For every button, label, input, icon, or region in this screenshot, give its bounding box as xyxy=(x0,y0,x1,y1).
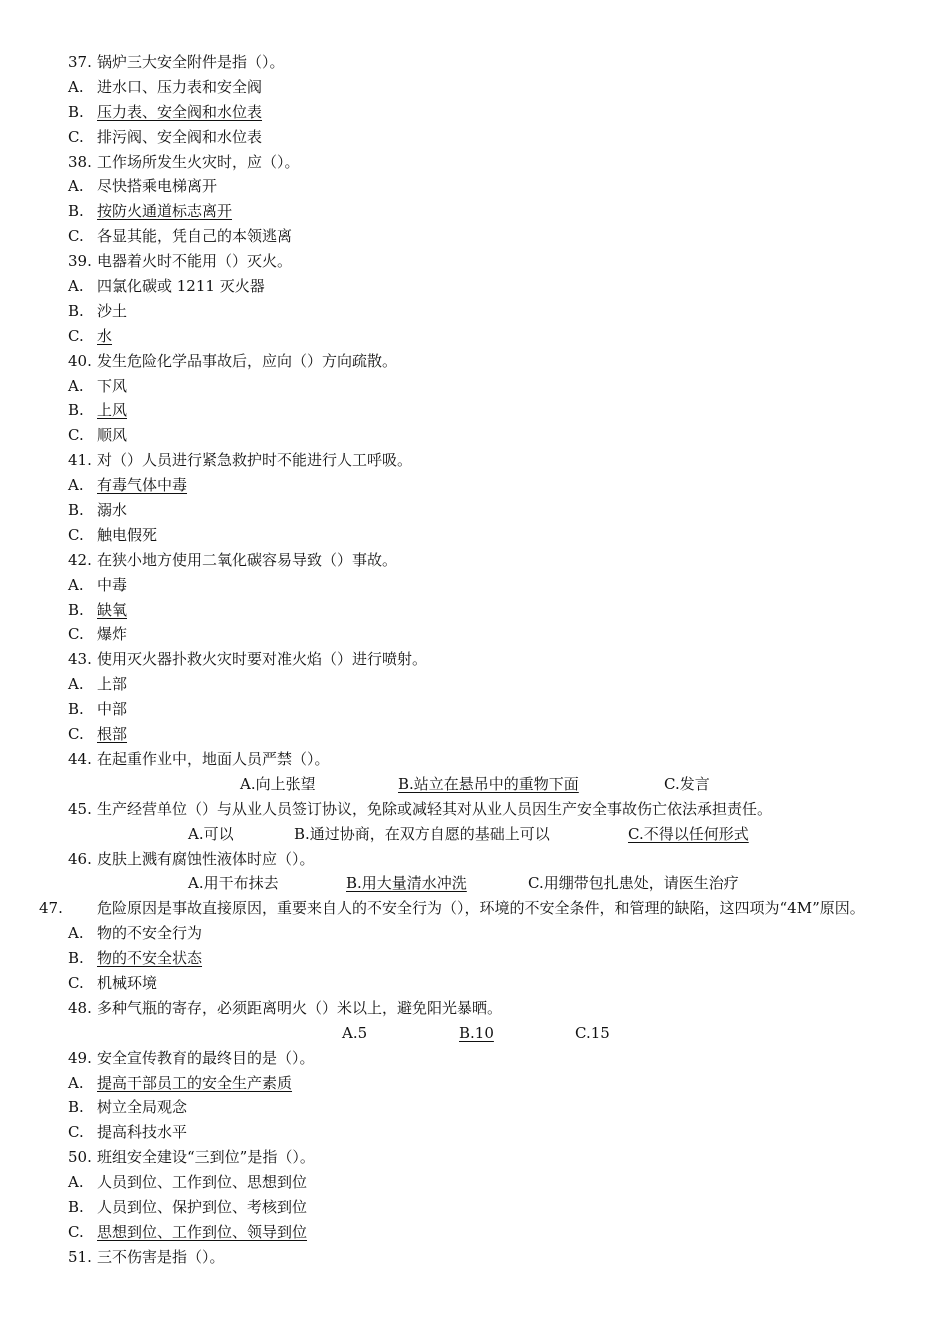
option-line xyxy=(68,274,898,299)
option-letter: C. xyxy=(68,973,84,992)
question-text: 三不伤害是指（）。 xyxy=(97,1247,225,1266)
option-line xyxy=(68,374,898,399)
question-text: 在狭小地方使用二氧化碳容易导致（）事故。 xyxy=(97,550,398,569)
inline-options xyxy=(68,772,898,797)
option-line xyxy=(68,1195,898,1220)
question-number: 40. xyxy=(68,351,92,370)
option-text: 触电假死 xyxy=(97,525,158,544)
option-text: 爆炸 xyxy=(97,625,128,644)
option-letter: A. xyxy=(68,77,84,96)
question-line xyxy=(68,797,898,822)
option-letter: A. xyxy=(68,177,84,196)
answer-option-text: 思想到位、工作到位、领导到位 xyxy=(97,1222,308,1241)
question-text: 使用灭火器扑救火灾时要对准火焰（）进行喷射。 xyxy=(97,650,428,669)
option: A.可以 xyxy=(188,824,234,843)
option-text: 中毒 xyxy=(97,575,128,594)
question-number: 37. xyxy=(68,53,92,71)
answer-option-text: 水 xyxy=(97,326,113,345)
option: C.发言 xyxy=(664,774,710,793)
option-letter: B. xyxy=(68,301,84,320)
option: C.用绷带包扎患处，请医生治疗 xyxy=(528,874,739,893)
question-number: 46. xyxy=(68,849,92,868)
option: A.5 xyxy=(342,1023,368,1042)
option-line xyxy=(68,473,898,498)
question-line xyxy=(68,1046,898,1071)
option-letter: B. xyxy=(68,1098,84,1117)
option-text: 中部 xyxy=(97,700,128,719)
option-line xyxy=(68,921,898,946)
option: B.通过协商，在双方自愿的基础上可以 xyxy=(294,824,550,843)
option-letter: A. xyxy=(68,277,84,296)
option-letter: B. xyxy=(68,102,84,121)
question-number: 41. xyxy=(68,451,92,470)
option-letter: C. xyxy=(68,326,84,345)
question-number: 42. xyxy=(68,550,92,569)
question-line xyxy=(68,747,898,772)
option-line xyxy=(68,498,898,523)
question-text: 多种气瓶的寄存，必须距离明火（）米以上，避免阳光暴晒。 xyxy=(97,998,503,1017)
option-line xyxy=(68,697,898,722)
option-letter: A. xyxy=(68,1073,84,1092)
option-text: 物的不安全行为 xyxy=(97,924,203,943)
option-text: 进水口、压力表和安全阀 xyxy=(97,77,263,96)
option-line xyxy=(68,722,898,747)
option-letter: B. xyxy=(68,600,84,619)
option-letter: C. xyxy=(68,1222,84,1241)
option-line xyxy=(68,573,898,598)
inline-options xyxy=(68,1021,898,1046)
option-line xyxy=(68,598,898,623)
option-line xyxy=(68,1095,898,1120)
option-letter: B. xyxy=(68,700,84,719)
question-line xyxy=(68,548,898,573)
option-line xyxy=(68,324,898,349)
option-text: 四氯化碳或 1211 灭火器 xyxy=(97,277,265,296)
option-line xyxy=(68,1071,898,1096)
option-line xyxy=(68,75,898,100)
option-line xyxy=(68,224,898,249)
answer-option-text: 缺氧 xyxy=(97,600,128,619)
question-text: 发生危险化学品事故后，应向（）方向疏散。 xyxy=(97,351,398,370)
option-text: 顺风 xyxy=(97,426,128,445)
question-text: 班组安全建设“三到位”是指（）。 xyxy=(97,1148,315,1167)
answer-option: B.站立在悬吊中的重物下面 xyxy=(398,774,579,793)
option-line xyxy=(68,672,898,697)
option-line xyxy=(68,1120,898,1145)
question-line xyxy=(68,448,898,473)
option-letter: C. xyxy=(68,426,84,445)
question-list xyxy=(39,50,898,1270)
question-number: 44. xyxy=(68,749,92,768)
question-line xyxy=(68,50,898,75)
option-letter: A. xyxy=(68,1173,84,1192)
option-text: 各显其能，凭自己的本领逃离 xyxy=(97,227,293,246)
option-line xyxy=(68,125,898,150)
answer-option-text: 有毒气体中毒 xyxy=(97,476,188,495)
option-letter: C. xyxy=(68,525,84,544)
option-letter: A. xyxy=(68,376,84,395)
option-text: 下风 xyxy=(97,376,128,395)
question-number: 45. xyxy=(68,799,92,818)
question-number: 38. xyxy=(68,152,92,171)
question-line xyxy=(68,349,898,374)
option-line xyxy=(68,199,898,224)
question-number: 43. xyxy=(68,650,92,669)
question-line xyxy=(68,1145,898,1170)
question-text: 危险原因是事故直接原因，重要来自人的不安全行为（），环境的不安全条件，和管理的缺陷，这四项为“4M”原因。 xyxy=(97,899,865,918)
option-text: 沙土 xyxy=(97,301,128,320)
option: C.15 xyxy=(575,1023,610,1042)
question-text: 对（）人员进行紧急救护时不能进行人工呼吸。 xyxy=(97,451,413,470)
question-text: 皮肤上溅有腐蚀性液体时应（）。 xyxy=(97,849,315,868)
option-letter: C. xyxy=(68,127,84,146)
option-letter: B. xyxy=(68,501,84,520)
option-text: 人员到位、工作到位、思想到位 xyxy=(97,1173,308,1192)
question-number: 49. xyxy=(68,1048,92,1067)
option-line xyxy=(68,971,898,996)
option-letter: B. xyxy=(68,202,84,221)
option: A.向上张望 xyxy=(240,774,316,793)
question-text: 生产经营单位（）与从业人员签订协议，免除或减轻其对从业人员因生产安全事故伤亡依法承担责任。 xyxy=(97,799,773,818)
inline-options xyxy=(68,822,898,847)
question-text: 电器着火时不能用（）灭火。 xyxy=(97,252,293,271)
question-number: 51. xyxy=(68,1247,92,1266)
option-text: 溺水 xyxy=(97,501,128,520)
question-line xyxy=(68,847,898,872)
option-text: 提高科技水平 xyxy=(97,1123,188,1142)
answer-option: B.10 xyxy=(459,1023,494,1042)
question-line xyxy=(39,896,898,921)
answer-option-text: 根部 xyxy=(97,725,128,744)
answer-option-text: 提高干部员工的安全生产素质 xyxy=(97,1073,293,1092)
option-text: 排污阀、安全阀和水位表 xyxy=(97,127,263,146)
inline-options xyxy=(68,871,898,896)
option-letter: A. xyxy=(68,924,84,943)
answer-option: C.不得以任何形式 xyxy=(628,824,749,843)
option-line xyxy=(68,100,898,125)
question-line xyxy=(68,150,898,175)
option-line xyxy=(68,622,898,647)
question-number: 39. xyxy=(68,252,92,271)
option-letter: C. xyxy=(68,725,84,744)
question-number: 50. xyxy=(68,1148,92,1167)
answer-option-text: 物的不安全状态 xyxy=(97,949,203,968)
option-letter: C. xyxy=(68,625,84,644)
answer-option-text: 压力表、安全阀和水位表 xyxy=(97,102,263,121)
question-number: 48. xyxy=(68,998,92,1017)
answer-option-text: 上风 xyxy=(97,401,128,420)
option-text: 机械环境 xyxy=(97,973,158,992)
question-line xyxy=(68,996,898,1021)
question-text: 安全宣传教育的最终目的是（）。 xyxy=(97,1048,315,1067)
option-letter: C. xyxy=(68,1123,84,1142)
option-letter: C. xyxy=(68,227,84,246)
option-text: 上部 xyxy=(97,675,128,694)
question-line xyxy=(68,1245,898,1270)
option-letter: B. xyxy=(68,401,84,420)
question-text: 工作场所发生火灾时，应（）。 xyxy=(97,152,300,171)
question-line xyxy=(68,647,898,672)
option-line xyxy=(68,398,898,423)
option-letter: A. xyxy=(68,476,84,495)
option-text: 人员到位、保护到位、考核到位 xyxy=(97,1197,308,1216)
option: A.用干布抹去 xyxy=(188,874,279,893)
option-letter: A. xyxy=(68,575,84,594)
option-line xyxy=(68,174,898,199)
option-line xyxy=(68,423,898,448)
option-letter: A. xyxy=(68,675,84,694)
option-line xyxy=(68,1170,898,1195)
option-line xyxy=(68,946,898,971)
question-text: 锅炉三大安全附件是指（）。 xyxy=(97,53,285,71)
answer-option: B.用大量清水冲洗 xyxy=(346,874,467,893)
question-line xyxy=(68,249,898,274)
option-letter: B. xyxy=(68,1197,84,1216)
option-line xyxy=(68,299,898,324)
answer-option-text: 按防火通道标志离开 xyxy=(97,202,233,221)
option-line xyxy=(68,523,898,548)
option-text: 尽快搭乘电梯离开 xyxy=(97,177,218,196)
question-text: 在起重作业中，地面人员严禁（）。 xyxy=(97,749,330,768)
option-text: 树立全局观念 xyxy=(97,1098,188,1117)
option-line xyxy=(68,1220,898,1245)
question-number: 47. xyxy=(39,899,63,918)
option-letter: B. xyxy=(68,949,84,968)
